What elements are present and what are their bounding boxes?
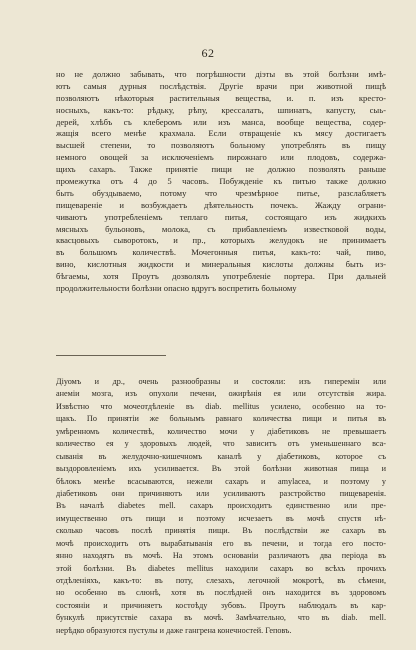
body-text-line: ютъ самыя дурныя послѣдствія. Другіе врачи при животной пищѣ	[56, 80, 386, 91]
footnote-text-line: сколько часовъ послѣ принятія пищи. Въ послѣдствіи же сахаръ въ	[56, 526, 386, 536]
body-text-line: жащія всего менѣе крахмала. Если отвращеніе къ мясу достигаетъ	[56, 128, 386, 139]
body-text-line: въ большомъ количествѣ. Мочегонныя питья, какъ-то: чай, пиво,	[56, 247, 386, 258]
footnote-text-line: бѣлокъ менѣе всасываются, нежели сахаръ и amylacea, и поэтому у	[56, 476, 386, 486]
body-text-line: носныхъ, какъ-то: рѣдьку, рѣпу, крессалатъ, шпинатъ, капусту, сыь-	[56, 104, 386, 115]
footnote-text-line: анеміи мозга, изъ опухоли печени, ожирѣнія ея или отсутствія жира.	[56, 389, 386, 399]
body-text-line: пищевареніе и возбуждаетъ дѣятельность почекъ. Жажду ограни-	[56, 199, 386, 210]
footnote-text-line: но особенно въ слюнѣ, хотя въ послѣдней онъ находится въ здоровомъ	[56, 588, 386, 598]
footnote-block	[56, 376, 386, 637]
body-text-line: мясныхъ бульоновъ, молока, съ прибавленіемъ известковой воды,	[56, 223, 386, 234]
footnote-text-line: умѣренномъ количествѣ, количество мочи у діабетиковъ не превышаетъ	[56, 426, 386, 436]
body-text-line: чиваютъ употребленіемъ теплаго питья, состоящаго изъ жидкихъ	[56, 211, 386, 222]
footnote-text-line: отдѣленіяхъ, какъ-то: въ поту, слезахъ, легочной мокротѣ, въ сѣмени,	[56, 576, 386, 585]
footnote-text-line: діабетиковъ они причиняютъ или усиливаютъ разстройство пищеваренія.	[56, 488, 386, 498]
body-text-line: немного овощей за исключеніемъ пирожнаго или плодовъ, содержа-	[56, 152, 386, 163]
body-text-line: позволяютъ нѣкоторыя растительныя вещества, и. п. изъ кресто-	[56, 92, 386, 103]
footnote-text-line: бункулѣ присутствіе сахара въ мочѣ. Замѣчательно, что въ diab. mell.	[56, 613, 386, 623]
footnote-text-line: щакъ. По принятіи же больнымъ равнаго количества пищи и питья въ	[56, 414, 386, 424]
page-number: 62	[201, 46, 215, 60]
footnote-text-line: этой болѣзни. Въ diabetes mellitus находили сахаръ во всѣхъ прочихъ	[56, 563, 386, 573]
main-text-block	[56, 69, 386, 295]
footnote-text-line: имущественно отъ пищи и поэтому исчезаетъ въ мочѣ спустя нѣ-	[56, 513, 386, 523]
footnote-text-line: выздоровленіемъ ихъ усиливается. Въ этой болѣзни животная пища и	[56, 464, 386, 474]
footnote-text-line: Извѣстно что мочеотдѣленіе въ diab. mellitus усилено, особенно на то-	[56, 401, 386, 411]
footnote-text-line: янно находятъ въ мочѣ. На этомъ основаніи различаютъ два періода въ	[56, 551, 386, 561]
body-text-line: но не должно забывать, что погрѣшности діэты въ этой болѣзни имѣ-	[56, 69, 386, 79]
footnote-text-line: состояніи и причиняетъ костоѣду зубовъ. Проутъ наблюдалъ въ кар-	[56, 600, 386, 610]
footnote-text-line: Въ началѣ diabetes mell. сахаръ происходитъ единственно или пре-	[56, 501, 386, 511]
footnote-text-line: сыванія въ желудочно-кишечномъ каналѣ у діабетиковъ, которое съ	[56, 451, 386, 461]
body-text-line: щихъ сахаръ. Также принятіе пищи не должно позволять раньше	[56, 164, 386, 175]
body-text-line: продолжительности болѣзни опасно вдругъ воспретить больному	[56, 283, 297, 294]
body-text-line: дерей, хлѣбъ съ клеберомъ или изъ манса, вообще вещества, содер-	[56, 116, 386, 127]
footnote-text-line: нерѣдко образуются пустулы и даже гангрена конечностей. Геповъ.	[56, 625, 292, 635]
body-text-line: высшей степени, то позволяютъ больному употреблять въ пищу	[56, 140, 386, 151]
footnote-separator	[56, 355, 166, 356]
footnote-text-line: количество ея у здоровыхъ людей, что зависитъ отъ уменьшеннаго вса-	[56, 439, 386, 449]
body-text-line: квасцовыхъ сыворотокъ, и пр., которыхъ желудокъ не принимаетъ	[56, 235, 386, 246]
footnote-text-line: мочѣ происходитъ отъ вырабатыванія его въ печени, и тогда его посто-	[56, 538, 386, 548]
body-text-line: быть обуздываемо, потому что чрезмѣрное питье, разслабляетъ	[56, 187, 386, 198]
body-text-line: бѣгаемы, хотя Проутъ дозволялъ употребленіе портера. При дальней	[56, 271, 386, 282]
body-text-line: вино, кислотныя жидкости и минеральныя кислоты должны быть из-	[56, 259, 386, 270]
footnote-text-line: Діуомъ и др., очень разнообразны и состояли: изъ гиперемін или	[56, 377, 386, 386]
body-text-line: промежутка отъ 4 до 5 часовъ. Побужденіе къ питью также должно	[56, 176, 386, 187]
